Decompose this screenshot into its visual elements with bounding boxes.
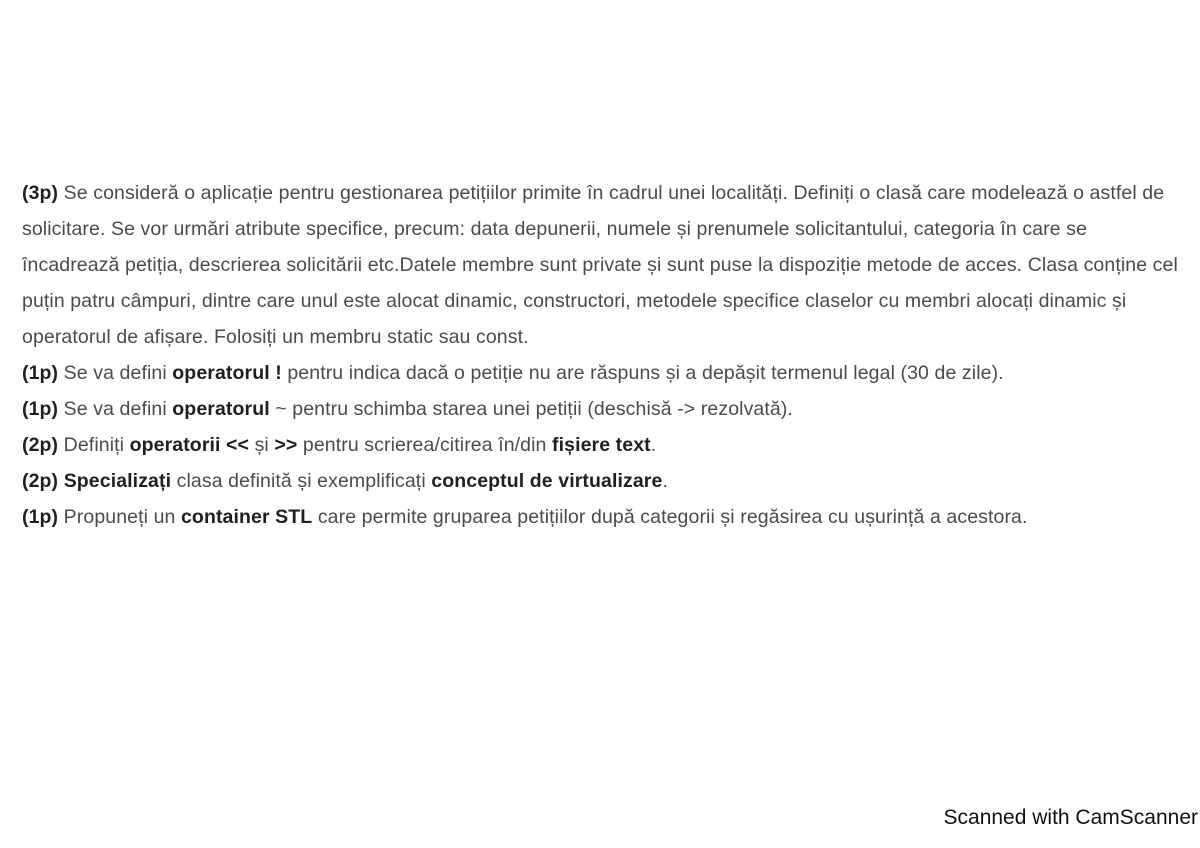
requirement-item <box>22 499 1182 535</box>
points-label: (2p) <box>22 434 59 456</box>
requirement-item <box>22 463 1182 499</box>
points-label: (1p) <box>22 362 59 384</box>
requirement-text: . <box>650 434 657 456</box>
requirement-item <box>22 175 1182 355</box>
exam-requirements <box>22 175 1182 535</box>
requirement-text: Se consideră o aplicație pentru gestionarea petițiilor primite în cadrul unei localități. Definiți o clasă care modelează o astfel de solicitare. Se vor urmări atribute specifice, precum: data depunerii, numele și prenumele solicitantului, categoria în care se încadrează petiția, descrierea solicitării etc.Datele membre sunt private și sunt puse la dispoziție metode de acces. Clasa conține cel puțin patru câmpuri, dintre care unul este alocat dinamic, constructori, metodele specifice claselor cu membri alocați dinamic și operatorul de afișare. Folosiți un membru static sau const. <box>22 182 1178 348</box>
requirement-text: clasa definită și exemplificați <box>171 470 432 492</box>
points-label: (1p) <box>22 398 59 420</box>
requirement-text: pentru indica dacă o petiție nu are răspuns și a depășit termenul legal (30 de zile). <box>281 362 1004 384</box>
camscanner-watermark: Scanned with CamScanner <box>943 806 1198 829</box>
requirement-text: Propuneți un <box>58 506 181 528</box>
points-label: (2p) <box>22 470 59 492</box>
points-label: (3p) <box>22 182 59 204</box>
requirement-emphasis: operatorul ! <box>172 362 282 384</box>
requirement-item <box>22 391 1182 427</box>
requirement-emphasis: >> <box>274 434 298 456</box>
requirement-emphasis: Specializați <box>63 470 172 492</box>
requirement-text: . <box>662 470 668 492</box>
requirement-item <box>22 355 1182 391</box>
requirement-text: care permite gruparea petițiilor după categorii și regăsirea cu ușurință a acestora. <box>312 506 1028 528</box>
requirement-text: ~ pentru schimba starea unei petiții (deschisă -> rezolvată). <box>269 398 793 420</box>
points-label: (1p) <box>22 506 59 528</box>
requirement-text: Definiți <box>58 434 130 456</box>
requirement-text: și <box>254 434 275 456</box>
requirement-text: Se va defini <box>58 362 173 384</box>
requirement-emphasis: conceptul de virtualizare <box>431 470 663 492</box>
requirement-emphasis: operatorul <box>172 398 270 420</box>
requirement-emphasis: fișiere text <box>552 434 651 456</box>
requirement-item <box>22 427 1182 463</box>
requirement-text: Se va defini <box>58 398 173 420</box>
requirement-text: pentru scrierea/citirea în/din <box>297 434 553 456</box>
requirement-emphasis: operatorii << <box>129 434 255 456</box>
requirement-emphasis: container STL <box>180 506 313 528</box>
